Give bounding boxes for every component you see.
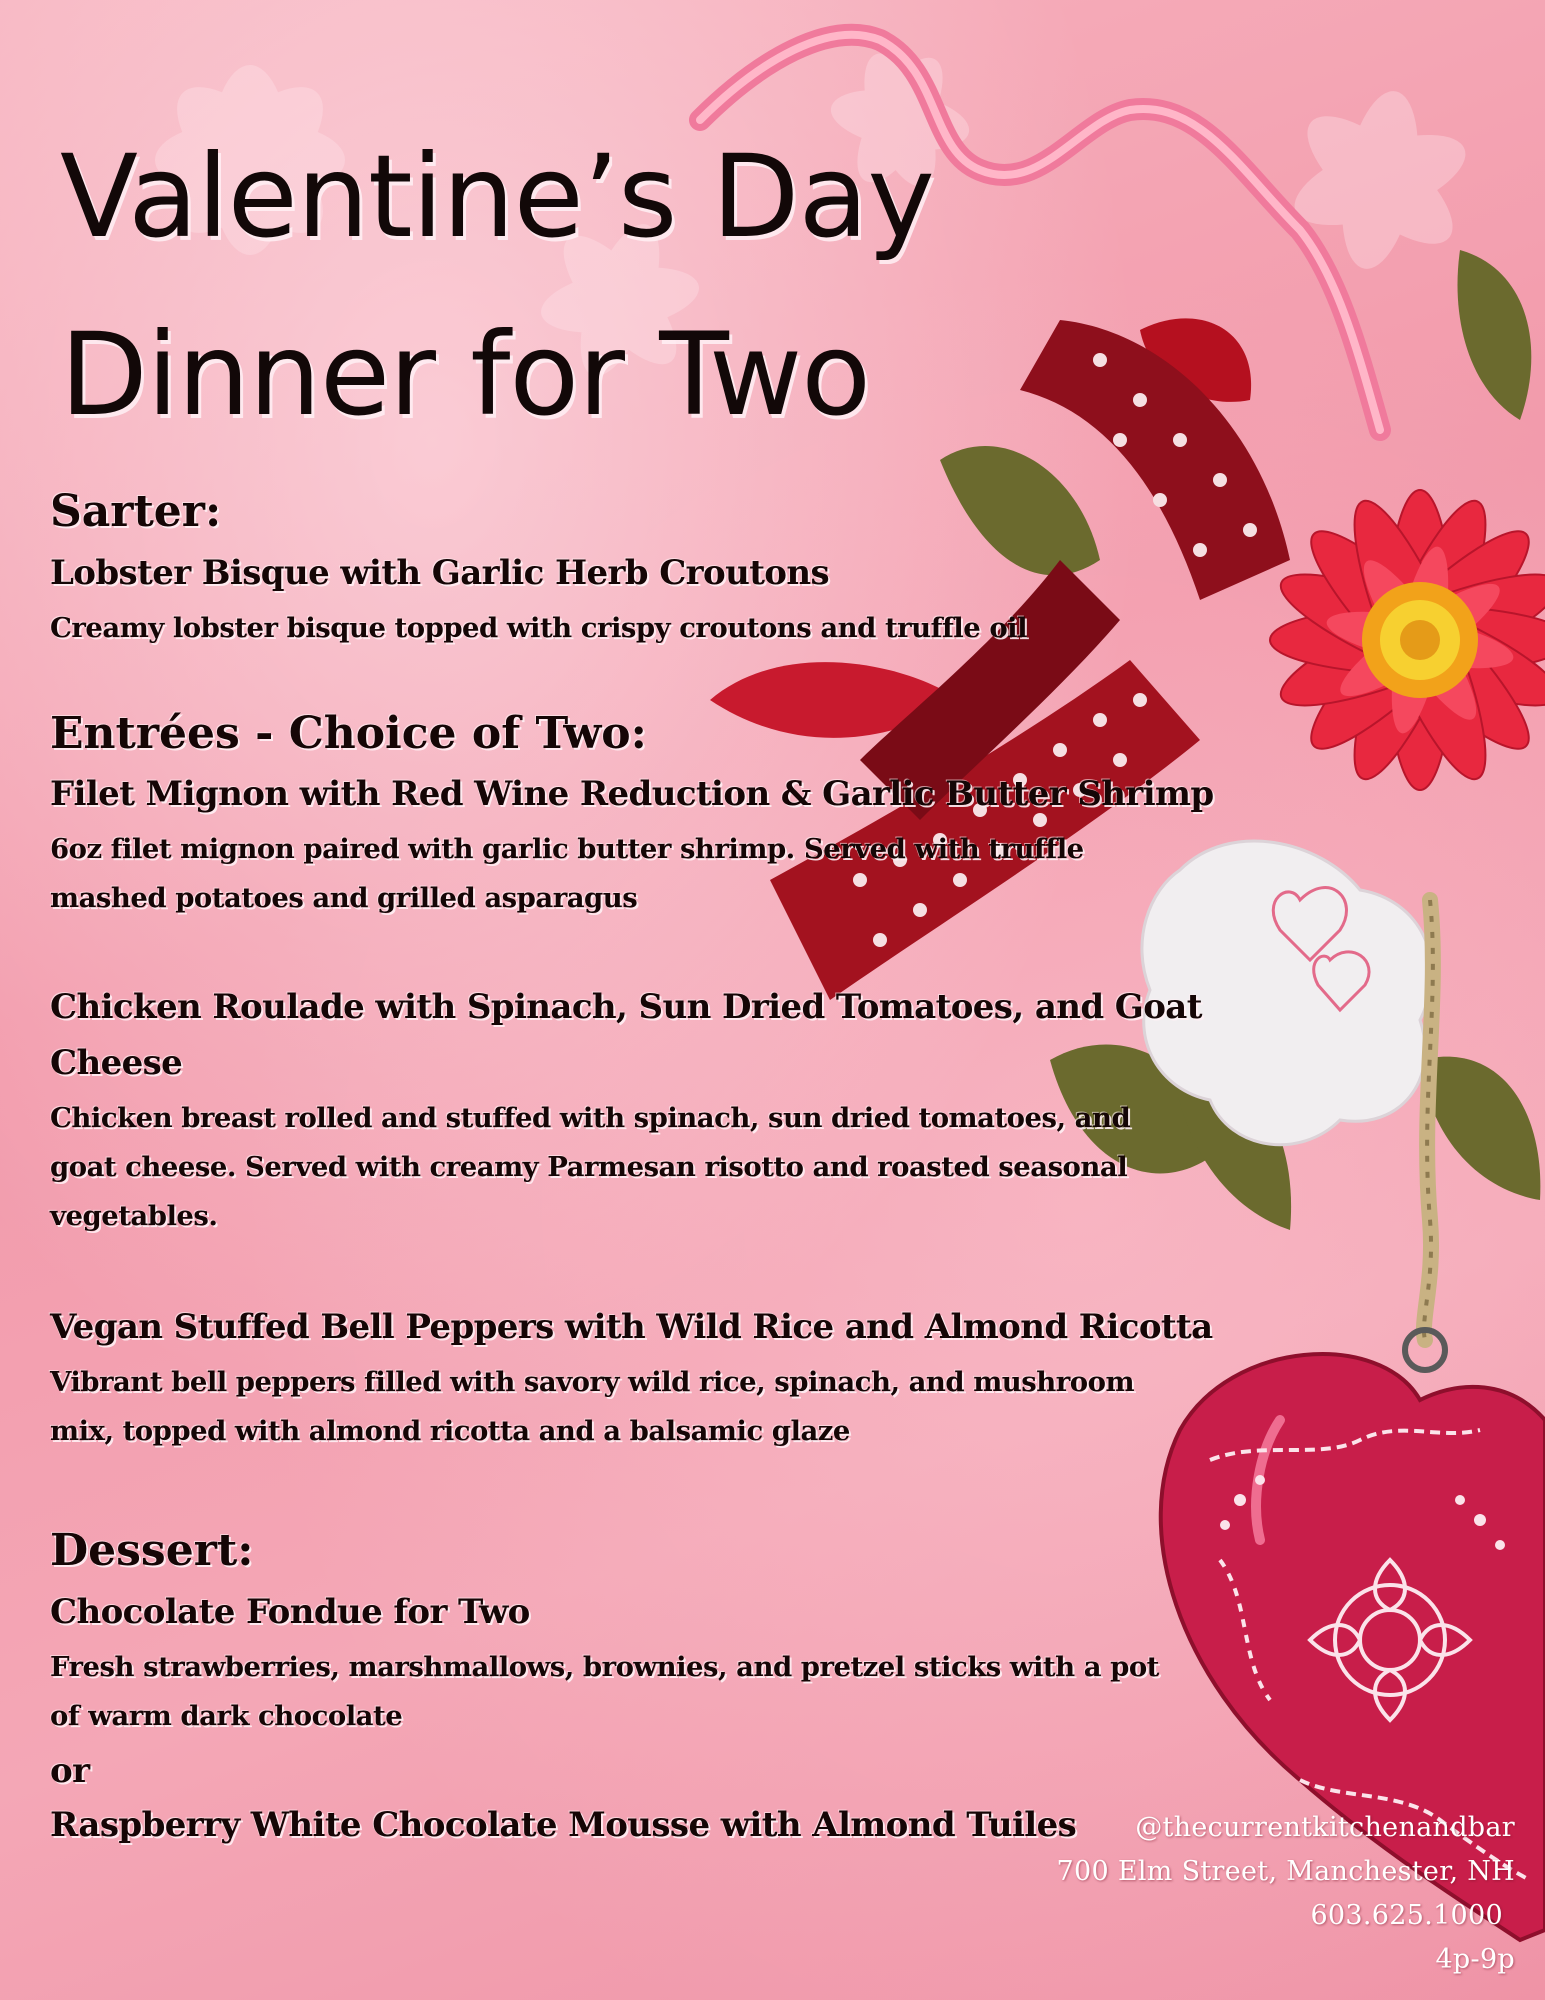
dessert-1-desc-line-2: of warm dark chocolate — [50, 1700, 403, 1732]
dessert-1-desc-line-1: Fresh strawberries, marshmallows, brownies, and pretzel sticks with a pot — [50, 1651, 1159, 1683]
starter-item-name: Lobster Bisque with Garlic Herb Croutons — [50, 553, 830, 593]
dessert-2-name: Raspberry White Chocolate Mousse with Almond Tuiles — [50, 1805, 1077, 1845]
entree-1-name: Filet Mignon with Red Wine Reduction & Garlic Butter Shrimp — [50, 774, 1214, 814]
title-line-2: Dinner for Two — [60, 308, 870, 441]
entree-3-desc-line-1: Vibrant bell peppers filled with savory wild rice, spinach, and mushroom — [50, 1366, 1135, 1398]
social-handle: @thecurrentkitchenandbar — [1135, 1812, 1515, 1843]
entree-2-name-line-1: Chicken Roulade with Spinach, Sun Dried Tomatoes, and Goat — [50, 987, 1202, 1027]
entree-1-desc-line-2: mashed potatoes and grilled asparagus — [50, 882, 638, 914]
starter-heading: Sarter: — [50, 486, 222, 537]
entree-1-desc-line-1: 6oz filet mignon paired with garlic butter shrimp. Served with truffle — [50, 833, 1084, 865]
entree-3-desc-line-2: mix, topped with almond ricotta and a balsamic glaze — [50, 1415, 850, 1447]
dessert-heading: Dessert: — [50, 1525, 254, 1576]
phone: 603.625.1000 — [1310, 1900, 1503, 1931]
entree-2-desc-line-1: Chicken breast rolled and stuffed with spinach, sun dried tomatoes, and — [50, 1102, 1131, 1134]
entree-3-name: Vegan Stuffed Bell Peppers with Wild Rice and Almond Ricotta — [50, 1307, 1213, 1347]
entree-2-name-line-2: Cheese — [50, 1043, 183, 1083]
entree-2-desc-line-3: vegetables. — [50, 1200, 218, 1232]
dessert-1-name: Chocolate Fondue for Two — [50, 1592, 530, 1632]
entrees-heading: Entrées - Choice of Two: — [50, 708, 647, 759]
hours: 4p-9p — [1435, 1944, 1515, 1975]
title-line-1: Valentine’s Day — [60, 130, 934, 263]
entree-2-desc-line-2: goat cheese. Served with creamy Parmesan risotto and roasted seasonal — [50, 1151, 1128, 1183]
dessert-or: or — [50, 1751, 90, 1791]
address: 700 Elm Street, Manchester, NH — [1056, 1856, 1515, 1887]
decorative-heart — [1161, 1354, 1545, 1940]
red-daisy — [1268, 488, 1545, 791]
starter-item-desc: Creamy lobster bisque topped with crispy croutons and truffle oil — [50, 612, 1028, 644]
